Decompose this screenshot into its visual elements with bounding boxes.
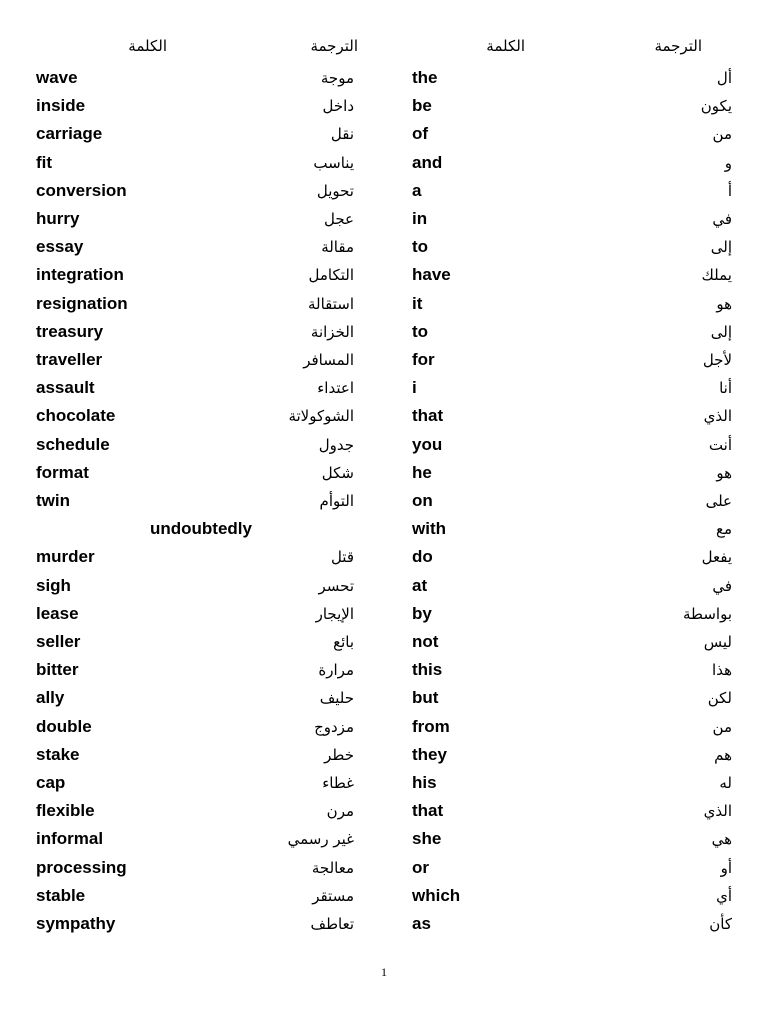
left-word: sigh [36, 575, 71, 595]
table-row [0, 603, 768, 627]
header-right-word: الكلمة [486, 37, 525, 55]
right-word: but [412, 688, 439, 708]
left-word: stake [36, 744, 80, 764]
right-translation: من [712, 717, 732, 736]
right-translation: يفعل [701, 548, 732, 567]
right-translation: هذا [712, 661, 732, 680]
table-row [0, 377, 768, 401]
right-translation: هو [716, 294, 732, 313]
left-translation: مرارة [318, 661, 354, 680]
left-word: flexible [36, 801, 95, 821]
right-translation: و [724, 153, 732, 172]
right-translation: يملك [701, 266, 732, 285]
left-translation: عجل [324, 210, 354, 228]
right-word: as [412, 914, 431, 933]
right-translation: هي [711, 830, 732, 849]
right-translation: ليس [703, 633, 732, 651]
table-row [0, 349, 768, 373]
table-row [0, 913, 768, 937]
left-word: twin [36, 491, 70, 510]
table-row [0, 236, 768, 260]
table-row [0, 772, 768, 796]
left-word: fit [36, 152, 53, 172]
right-word: you [412, 434, 443, 454]
left-word: schedule [36, 434, 110, 454]
right-translation: كأن [709, 915, 732, 933]
table-row [0, 857, 768, 881]
left-word: lease [36, 603, 79, 623]
right-translation: على [705, 492, 732, 510]
right-word: to [412, 321, 429, 341]
right-translation: في [712, 576, 732, 595]
right-word: to [412, 237, 429, 257]
right-word: the [412, 68, 438, 87]
left-word: integration [36, 265, 124, 285]
right-word: that [412, 801, 444, 821]
left-word: treasury [36, 321, 104, 341]
right-word: not [412, 632, 439, 651]
left-word: seller [36, 632, 81, 651]
left-translation: موجة [320, 69, 354, 87]
left-translation: تعاطف [310, 915, 354, 933]
left-word: stable [36, 885, 86, 905]
right-translation: إلى [710, 322, 732, 341]
left-translation: التوأم [319, 492, 354, 510]
left-word: sympathy [36, 914, 116, 933]
table-row [0, 687, 768, 711]
left-translation: حليف [319, 689, 354, 708]
left-word: informal [36, 829, 104, 849]
right-word: he [412, 462, 432, 482]
left-translation: بائع [333, 633, 354, 651]
right-translation: لكن [707, 689, 732, 708]
right-translation: لأجل [702, 351, 732, 369]
right-translation: مع [715, 520, 732, 539]
right-word: i [412, 378, 417, 398]
left-word: processing [36, 857, 127, 877]
table-row [0, 885, 768, 909]
left-translation: مرن [326, 802, 354, 821]
right-word: have [412, 265, 451, 285]
left-word: undoubtedly [150, 519, 252, 539]
header-left-word: الكلمة [128, 37, 167, 55]
right-word: that [412, 406, 444, 426]
table-row [0, 208, 768, 232]
table-row [0, 95, 768, 119]
right-word: do [412, 547, 433, 567]
table-row [0, 575, 768, 599]
table-row [0, 434, 768, 458]
left-word: assault [36, 378, 95, 398]
left-translation: غير رسمي [287, 830, 354, 849]
left-translation: خطر [324, 745, 354, 764]
left-word: traveller [36, 350, 103, 369]
left-translation: غطاء [322, 774, 354, 792]
right-word: from [412, 716, 450, 736]
right-translation: أ [727, 181, 732, 200]
table-row [0, 490, 768, 514]
right-word: with [412, 519, 446, 539]
right-word: be [412, 96, 432, 116]
left-word: essay [36, 237, 84, 257]
table-row [0, 546, 768, 570]
right-translation: أو [720, 858, 732, 877]
right-translation: هو [716, 463, 732, 482]
right-word: which [412, 885, 461, 905]
right-translation: يكون [700, 97, 732, 116]
right-word: of [412, 124, 429, 144]
left-translation: مستقر [312, 886, 354, 905]
page-number: 1 [381, 965, 387, 979]
right-word: they [412, 744, 447, 764]
table-row [0, 180, 768, 204]
right-translation: له [719, 774, 732, 792]
left-word: inside [36, 96, 86, 116]
right-word: by [412, 603, 432, 623]
right-word: at [412, 575, 428, 595]
left-translation: نقل [330, 125, 354, 144]
right-word: a [412, 180, 422, 200]
left-translation: داخل [322, 97, 354, 116]
left-translation: معالجة [311, 858, 354, 877]
right-translation: إلى [710, 238, 732, 257]
right-translation: من [712, 125, 732, 144]
left-translation: تحسر [318, 576, 354, 595]
left-word: resignation [36, 293, 128, 313]
left-word: murder [36, 547, 95, 567]
right-translation: الذي [703, 407, 732, 426]
right-translation: بواسطة [682, 604, 732, 623]
left-word: wave [36, 68, 78, 87]
left-word: chocolate [36, 406, 116, 426]
left-translation: جدول [318, 435, 354, 454]
table-row [0, 67, 768, 91]
right-word: and [412, 152, 443, 172]
right-translation: هم [714, 745, 732, 764]
table-row [0, 293, 768, 317]
right-word: she [412, 829, 442, 849]
left-translation: المسافر [303, 351, 354, 369]
table-row [0, 264, 768, 288]
left-word: hurry [36, 209, 80, 228]
table-row [0, 800, 768, 824]
right-word: on [412, 491, 433, 510]
table-row [0, 321, 768, 345]
right-word: this [412, 660, 443, 680]
right-word: in [412, 209, 428, 228]
left-translation: الإيجار [315, 604, 354, 623]
table-row [0, 152, 768, 176]
left-translation: تحويل [316, 181, 354, 200]
table-row [0, 716, 768, 740]
right-translation: أي [716, 886, 732, 905]
left-translation: استقالة [307, 294, 354, 313]
table-row [0, 744, 768, 768]
table-row [0, 405, 768, 429]
table-row [0, 659, 768, 683]
left-translation: قتل [330, 548, 354, 567]
header-left-translation: الترجمة [310, 37, 358, 55]
right-word: it [412, 293, 423, 313]
left-translation: شكل [321, 463, 354, 482]
left-translation: يناسب [313, 153, 354, 172]
right-word: or [412, 857, 429, 877]
left-translation: الخزانة [310, 322, 354, 341]
right-translation: أل [716, 69, 732, 87]
right-translation: أنت [708, 435, 732, 454]
right-translation: في [712, 210, 732, 228]
header-right-translation: الترجمة [654, 37, 702, 55]
left-word: conversion [36, 180, 127, 200]
left-translation: اعتداء [317, 379, 354, 398]
left-translation: التكامل [308, 266, 354, 285]
right-translation: أنا [719, 379, 732, 398]
left-translation: مزدوج [314, 717, 354, 736]
table-row [0, 123, 768, 147]
left-word: format [36, 462, 89, 482]
left-word: double [36, 716, 92, 736]
right-word: his [412, 773, 437, 792]
table-row [0, 518, 768, 542]
right-word: for [412, 350, 435, 369]
left-translation: مقالة [321, 238, 354, 257]
table-row [0, 462, 768, 486]
table-row [0, 828, 768, 852]
left-word: carriage [36, 124, 103, 144]
left-translation: الشوكولاتة [288, 407, 354, 426]
left-word: bitter [36, 660, 79, 680]
right-translation: الذي [703, 802, 732, 821]
table-row [0, 631, 768, 655]
left-word: ally [36, 688, 65, 708]
left-word: cap [36, 773, 66, 792]
